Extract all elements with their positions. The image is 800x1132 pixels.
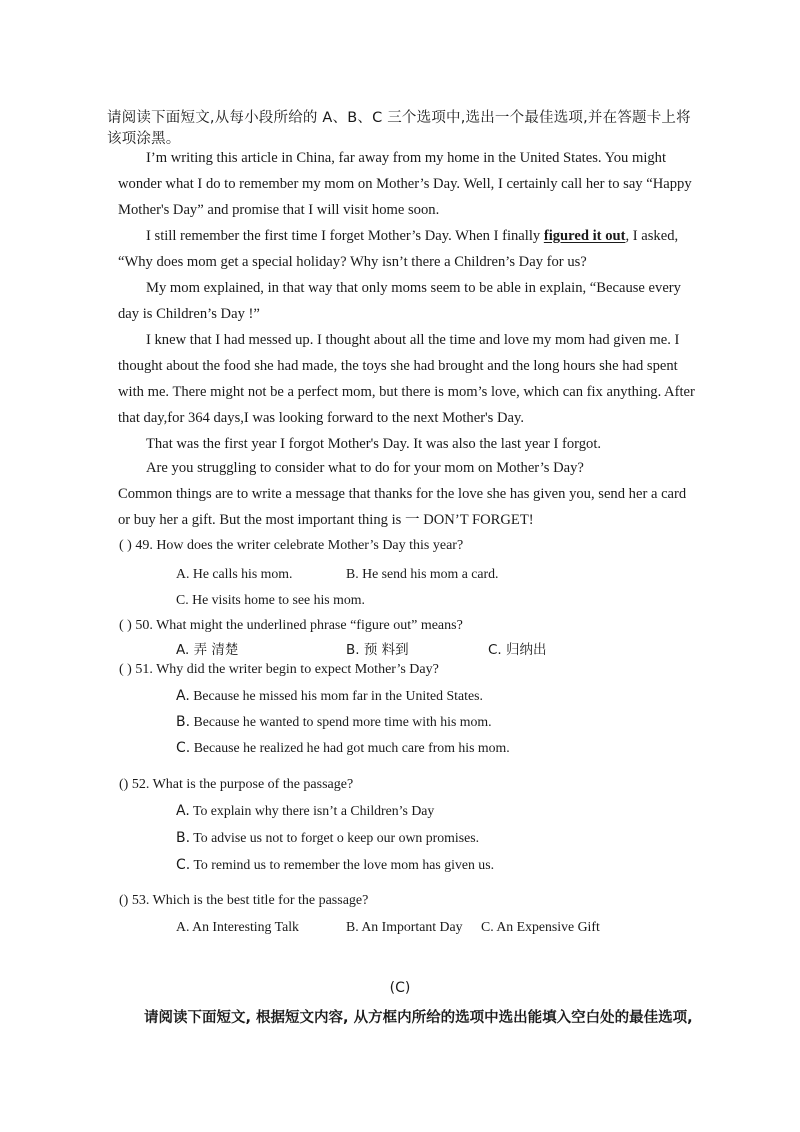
passage-line: wonder what I do to remember my mom on Mother’s Day. Well, I certainly call her to say “Happy: [118, 176, 692, 192]
option-text: Because he wanted to spend more time with his mom.: [193, 714, 492, 729]
passage-line: Common things are to write a message that thanks for the love she has given you, send her a card: [118, 486, 687, 502]
passage-line: “Why does mom get a special holiday? Why isn’t there a Children’s Day for us?: [118, 254, 587, 270]
passage-line: that day,for 364 days,I was looking forward to the next Mother's Day.: [118, 410, 525, 426]
question-52-option-c: [176, 857, 494, 873]
instruction-line-2: 该项涂黑。: [107, 131, 181, 147]
question-51-option-c: [176, 740, 510, 756]
passage-line: with me. There might not be a perfect mom, but there is mom’s love, which can fix anything. After: [118, 384, 695, 400]
question-50-stem: ( ) 50. What might the underlined phrase “figure out” means?: [119, 618, 463, 633]
option-letter: B.: [176, 714, 191, 730]
section-c-instruction: 请阅读下面短文, 根据短文内容, 从方框内所给的选项中选出能填入空白处的最佳选项,: [144, 1010, 693, 1026]
question-52-option-b: [176, 830, 479, 846]
underlined-phrase: figured it out: [543, 228, 626, 244]
passage-line: I’m writing this article in China, far away from my home in the United States. You might: [146, 150, 667, 166]
option-letter: C.: [176, 740, 191, 756]
question-53-option-c: C. An Expensive Gift: [481, 919, 600, 934]
passage-line: My mom explained, in that way that only moms seem to be able in explain, “Because every: [146, 280, 681, 296]
passage-text: , I asked,: [625, 228, 679, 244]
option-letter: B.: [176, 830, 191, 846]
passage-line: or buy her a gift. But the most important thing is 一 DON’T FORGET!: [118, 512, 534, 528]
question-53-stem: () 53. Which is the best title for the passage?: [119, 893, 369, 908]
option-letter: C.: [176, 857, 191, 873]
question-50-option-c: C. 归纳出: [488, 642, 547, 658]
question-52-stem: () 52. What is the purpose of the passage?: [119, 777, 354, 792]
option-text: To advise us not to forget o keep our own promises.: [193, 830, 480, 845]
passage-line: I knew that I had messed up. I thought about all the time and love my mom had given me. I: [146, 332, 680, 348]
passage-line: That was the first year I forgot Mother's Day. It was also the last year I forgot.: [146, 436, 602, 452]
option-text: Because he missed his mom far in the United States.: [193, 688, 483, 703]
question-49-option-a: A. He calls his mom.: [176, 566, 293, 581]
question-49-option-b: B. He send his mom a card.: [346, 566, 499, 581]
question-51-option-a: [176, 688, 483, 704]
passage-line: Mother's Day” and promise that I will visit home soon.: [118, 202, 440, 218]
question-53-option-b: B. An Important Day: [346, 919, 463, 934]
option-text: To explain why there isn’t a Children’s Day: [192, 803, 435, 818]
passage-line: thought about the food she had made, the toys she had brought and the long hours she had spent: [118, 358, 678, 374]
option-text: To remind us to remember the love mom has given us.: [193, 857, 495, 872]
option-text: Because he realized he had got much care from his mom.: [193, 740, 510, 755]
question-52-option-a: [176, 803, 434, 819]
question-53-option-a: A. An Interesting Talk: [176, 919, 299, 934]
option-letter: A.: [176, 803, 190, 819]
passage-line: Are you struggling to consider what to do for your mom on Mother’s Day?: [146, 460, 584, 476]
section-c-heading: (C): [389, 980, 411, 996]
passage-text: I still remember the first time I forget Mother’s Day. When I finally: [146, 228, 544, 244]
question-50-option-b: B. 预 料到: [346, 642, 409, 658]
instruction-line-1: 请阅读下面短文,从每小段所给的 A、B、C 三个选项中,选出一个最佳选项,并在答题卡上将: [107, 110, 691, 126]
passage-line: day is Children’s Day !”: [118, 306, 260, 322]
passage-line-with-underline: [146, 228, 678, 245]
option-letter: A.: [176, 688, 190, 704]
question-50-option-a: A. 弄 清楚: [176, 642, 239, 658]
question-51-stem: ( ) 51. Why did the writer begin to expect Mother’s Day?: [119, 662, 439, 677]
question-49-stem: ( ) 49. How does the writer celebrate Mother’s Day this year?: [119, 538, 464, 553]
question-51-option-b: [176, 714, 492, 730]
question-49-option-c: C. He visits home to see his mom.: [176, 592, 365, 607]
